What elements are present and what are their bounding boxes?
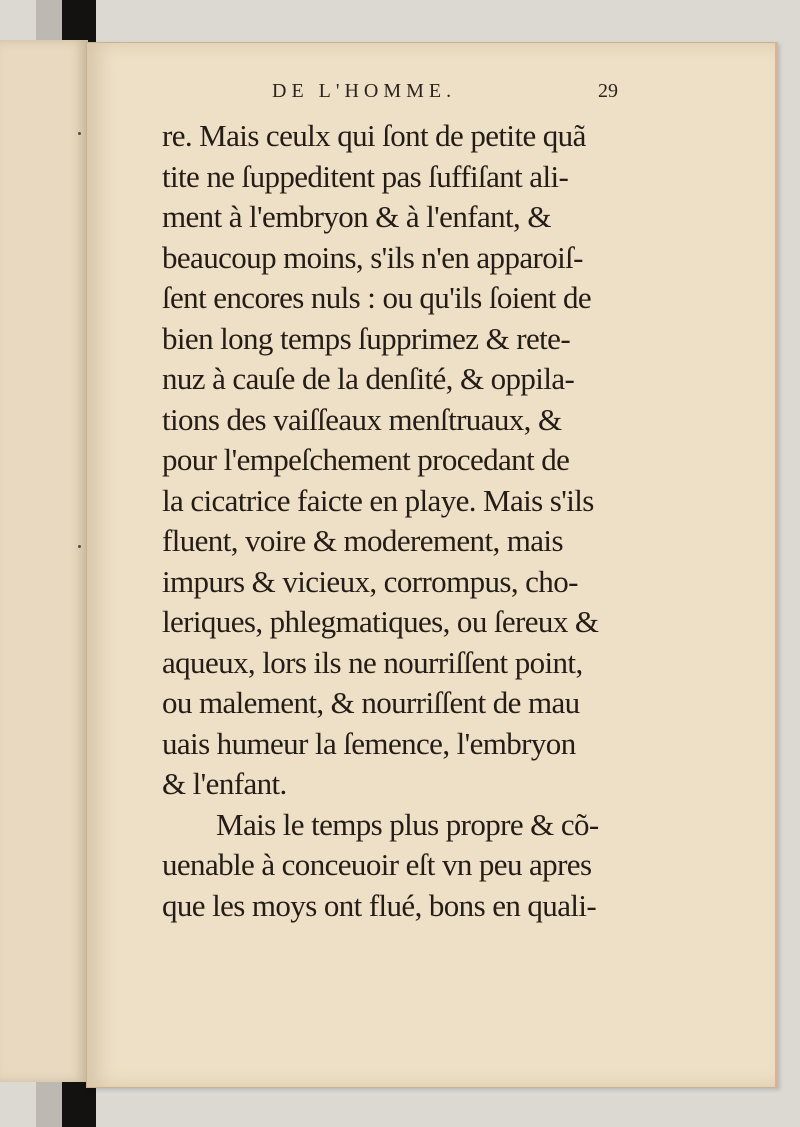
left-page-edge [0,40,88,1082]
text-line: beaucoup moins, s'ils n'en apparoiſ- [162,239,583,275]
text-line: re. Mais ceulx qui ſont de petite quã [162,118,586,153]
text-line: bien long temps ſupprimez & rete- [162,320,571,356]
text-line: tite ne ſuppeditent pas ſuffiſant ali- [162,158,569,194]
paragraph-start-line: Mais le temps plus propre & cõ- [216,806,599,842]
body-text [162,116,642,926]
text-line: que les moys ont flué, bons en quali- [162,887,597,923]
page-number: 29 [598,80,618,102]
text-line: leriques, phlegmatiques, ou ſereux & [162,604,599,639]
margin-mark [78,545,81,548]
text-line: ou malement, & nourriſſent de mau [162,685,580,720]
text-line: impurs & vicieux, corrompus, cho- [162,563,578,599]
text-line: & l'enfant. [162,766,287,801]
text-line: nuz à cauſe de la denſité, & oppila- [162,361,575,396]
text-line: uais humeur la ſemence, l'embryon [162,725,576,761]
text-line: ſent encores nuls : ou qu'ils ſoient de [162,280,592,315]
text-line: fluent, voire & moderement, mais [162,523,563,558]
text-line: aqueux, lors ils ne nourriſſent point, [162,644,583,680]
running-head: DE L'HOMME. [272,80,457,102]
text-line: ment à l'embryon & à l'enfant, & [162,199,551,234]
text-line: pour l'empeſchement procedant de [162,442,570,477]
margin-mark [78,132,81,135]
text-line: la cicatrice faicte en playe. Mais s'ils [162,482,594,518]
text-line: tions des vaiſſeaux menſtruaux, & [162,401,562,437]
text-line: uenable à conceuoir eſt vn peu apres [162,847,592,882]
